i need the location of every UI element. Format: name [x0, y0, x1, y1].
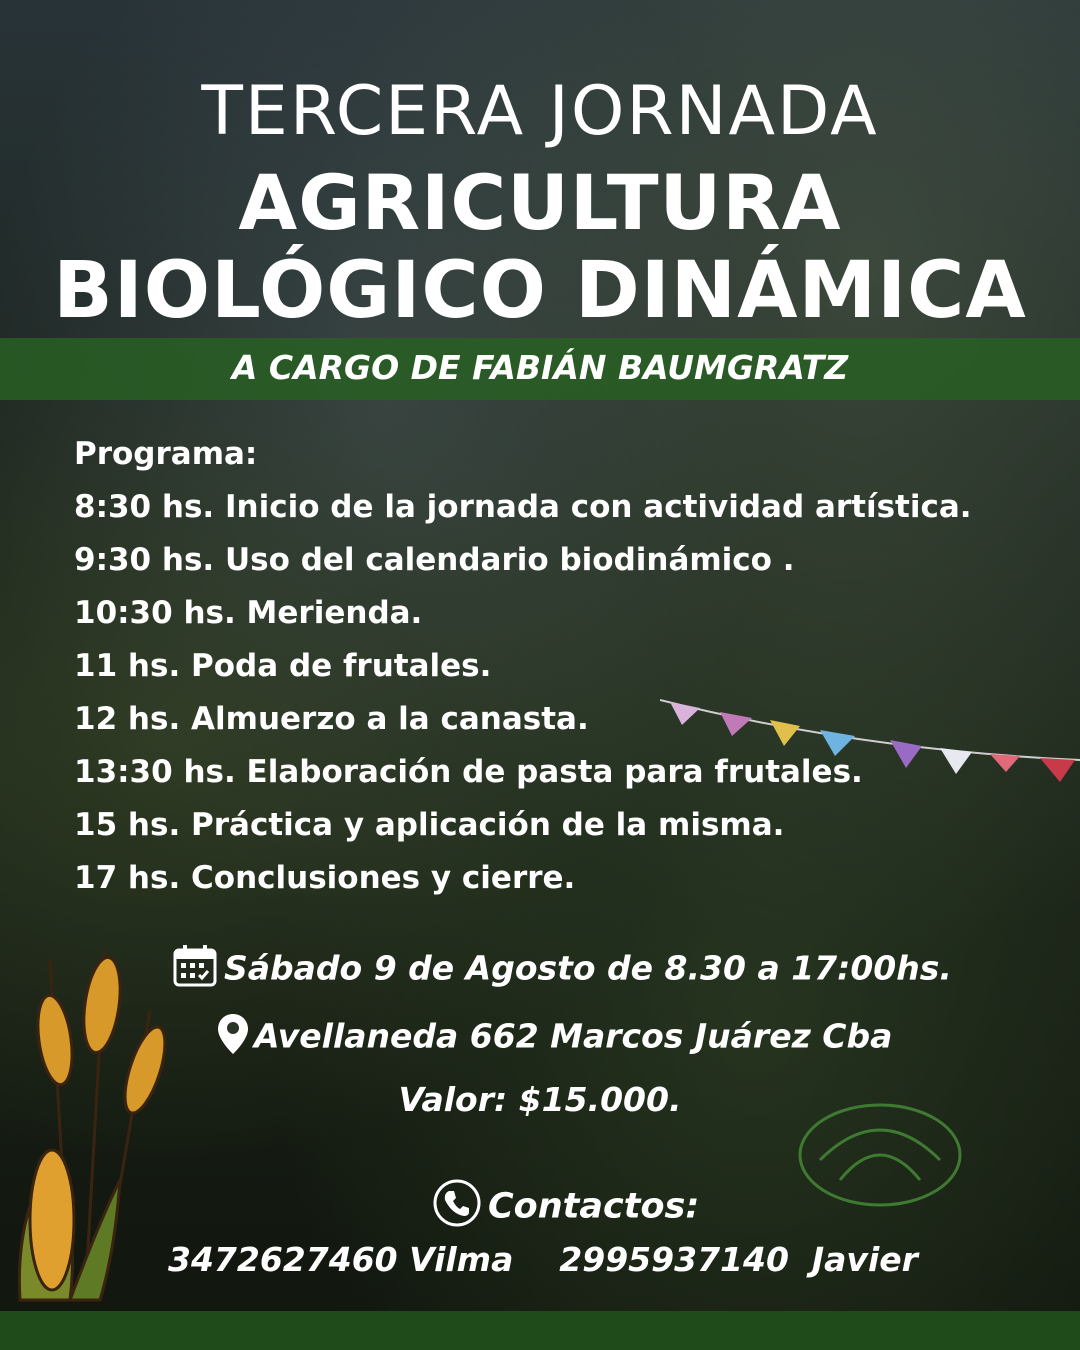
title-line-2: AGRICULTURA — [238, 158, 842, 247]
contacts-heading — [432, 1178, 1032, 1237]
program-item: 10:30 hs. Merienda. — [74, 595, 423, 631]
event-address — [218, 1014, 1078, 1062]
calendar-icon — [172, 944, 218, 996]
contact-phones: 3472627460 Vilma 2995937140 Javier — [168, 1240, 918, 1279]
presenter-text: A CARGO DE FABIÁN BAUMGRATZ — [231, 348, 849, 387]
bottom-bar — [0, 1311, 1080, 1350]
event-date-text: Sábado 9 de Agosto de 8.30 a 17:00hs. — [224, 948, 952, 988]
program-section — [74, 428, 1034, 905]
program-item: 13:30 hs. Elaboración de pasta para frutales. — [74, 754, 863, 790]
program-item: 8:30 hs. Inicio de la jornada con actividad artística. — [74, 489, 972, 525]
phone-icon — [432, 1178, 482, 1237]
program-item: 17 hs. Conclusiones y cierre. — [74, 860, 576, 896]
event-date — [172, 944, 1072, 996]
location-pin-icon — [218, 1014, 248, 1062]
title-line-3: BIOLÓGICO DINÁMICA — [53, 246, 1027, 336]
program-item: 11 hs. Poda de frutales. — [74, 648, 492, 684]
contacts-heading-text: Contactos: — [488, 1186, 700, 1227]
event-address-text: Avellaneda 662 Marcos Juárez Cba — [254, 1016, 893, 1056]
program-item: 15 hs. Práctica y aplicación de la misma. — [74, 807, 785, 843]
program-heading: Programa: — [74, 436, 258, 472]
program-item: 12 hs. Almuerzo a la canasta. — [74, 701, 589, 737]
title-line-1: TERCERA JORNADA — [201, 72, 879, 151]
event-price: Valor: $15.000. — [398, 1080, 682, 1119]
program-item: 9:30 hs. Uso del calendario biodinámico . — [74, 542, 795, 578]
